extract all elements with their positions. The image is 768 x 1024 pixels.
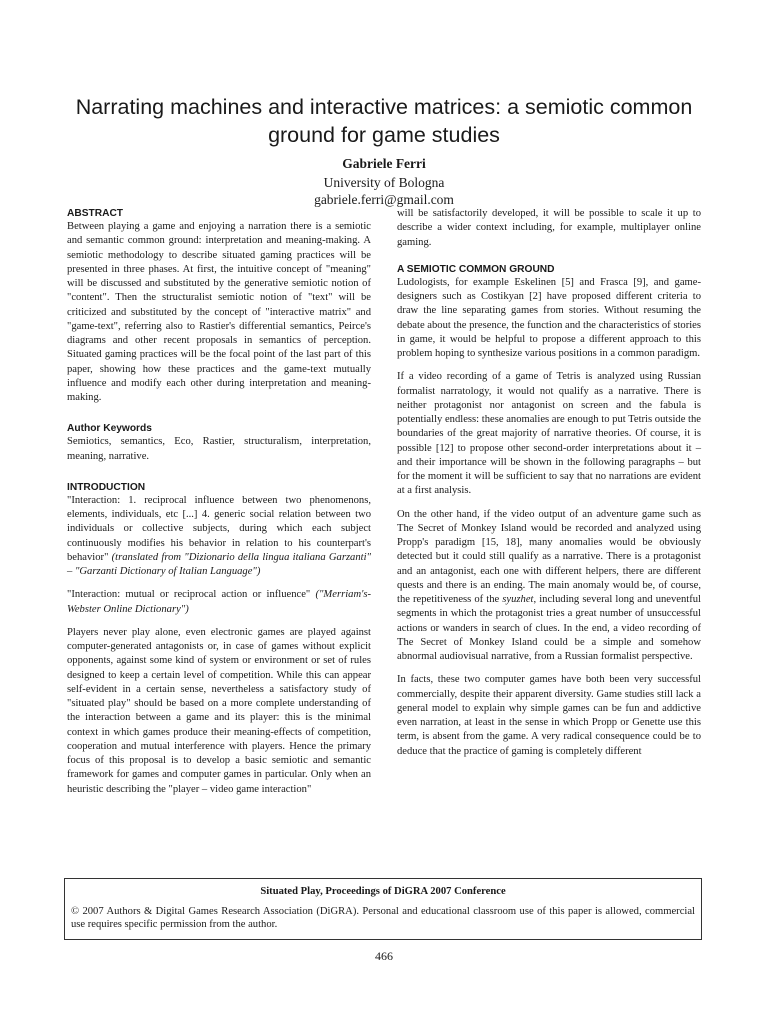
quote-merriam [67,588,371,617]
abstract-heading: ABSTRACT [67,208,124,219]
conference-name: Situated Play, Proceedings of DiGRA 2007 Conference [260,886,506,897]
copyright-notice: © 2007 Authors & Digital Games Research Association (DiGRA). Personal and educational classroom use of this paper is allowed, commercial use requires specific permission from the author. [71,905,695,930]
paper-title: Narrating machines and interactive matrices: a semiotic common ground for game studies [75,95,693,147]
left-column [67,207,371,806]
introduction-heading: INTRODUCTION [67,481,146,493]
intro-paragraph: Players never play alone, even electronic games are played against computer-generated antagonists or, in case of games without explicit opponents, against some kind of system or environment or set of rules designed to keep a certain level of competition. While this can appear self-evident in a certain sense, nevertheless a satisfactory study of "situated play" should be based on a more complete understanding of the interaction between a game and its player: this is the minimal context in which games produce their meaning-effects of competition, cooperation and mutual interference with players. Hence the primary focus of this proposal is to develop a basic semiotic and semantic framework for games and computer games in particular. Only when an heuristic describing the "player – video game interaction" [67,626,371,795]
monkey-island-paragraph [397,508,701,665]
tetris-paragraph: If a video recording of a game of Tetris is analyzed using Russian formalist narratology, it would not qualify as a narrative. There is neither protagonist nor antagonist on screen and the fabula is potentially endless: these anomalies are enough to put Tetris outside the boundaries of the great majority of narrative theories. Of course, it is possible [12] to propose other second-order interpretations about it – and their importance will be shown in the following paragraphs – but for the moment it will be sufficient to say that no narrations are evident at a first analysis. [397,371,701,497]
quote-garzanti [67,494,371,580]
monkey-island-text-a: On the other hand, if the video output of an adventure game such as The Secret of Monkey Island would be recorded and analyzed using Propp's paradigm [15, 18], many anomalies would be obviously detected but it could still qualify as a narrative. There is a protagonist and an antagonist, each one with different helpers, there are different quests and there is an ending. The main anomaly would be, of course, the repetitiveness of the [397,508,701,605]
author-email[interactable]: gabriele.ferri@gmail.com [314,192,454,207]
quote-merriam-text: "Interaction: mutual or reciprocal action or influence" [67,589,311,601]
quote-garzanti-source: (translated from "Dizionario della lingua italiana Garzanti" – "Garzanti Dictionary of Italian Language") [67,551,371,577]
keywords-text: Semiotics, semantics, Eco, Rastier, structuralism, interpretation, meaning, narrative. [67,436,371,462]
abstract-text: Between playing a game and enjoying a narration there is a semiotic and semantic common ground: interpretation and meaning-making. A semiotic methodology to describe situated gaming practices will be presented in three phases. At first, the intuitive concept of "meaning" will be discussed and substituted by the generative semiotic notion of "content". Then the structuralist semiotic notion of "text" will be criticized and substituted by the concept of "interactive matrix" and "game-text", referring also to Rastier's differential semantics, Peirce's diagrams and other recent proposals in semantics of perception. Situated gaming practices will be the focal point of the last part of this paper, showing how these practices and the game-text mutually influence and modify each other during interpretation and meaning-making. [67,221,371,403]
syuzhet-term: syuzhet [502,594,534,605]
semiotic-common-ground-heading: A SEMIOTIC COMMON GROUND [397,263,555,275]
monkey-island-text-b: , including several long and uneventful segments in which the protagonist tries a great number of unsuccessful actions or wanders in search of clues. In the end, a video recording of The Secret of Monkey Island could be a simple and somehow abnormal audiovisual narrative, from a Russian formalist perspective. [397,594,701,662]
ludologists-paragraph: Ludologists, for example Eskelinen [5] and Frasca [9], and game-designers such as Costikyan [2] have proposed different criteria to draw the line separating games from stories. Without resuming the debate about the presence, the function and the characteristics of stories in game, it would be helpful to propose a different approach to this problem hoping to synthesize various positions in a common paradigm. [397,276,701,359]
quote-garzanti-text: "Interaction: 1. reciprocal influence between two phenomenons, elements, individuals, etc [...] 4. generic social relation between two individuals or collective subjects, during which each subject continuously modifies his behavior in relation to his counterpart's behavior" [67,494,371,563]
commercial-success-paragraph: In facts, these two computer games have both been very successful commercially, despite their apparent diversity. Game studies still lack a general model to explain why simple games can be fun and addictive even narration, at least in the sense in which Propp or Genette use this term, is absent from the game. A very radical consequence could be to deduce that the practice of gaming is completely different [397,674,701,757]
author-name: Gabriele Ferri [342,156,426,171]
quote-merriam-source: ("Merriam's-Webster Online Dictionary") [67,589,372,615]
author-affiliation: University of Bologna [323,175,445,190]
keywords-heading: Author Keywords [67,423,152,435]
page-number: 466 [375,949,393,963]
right-column [397,207,701,768]
copyright-box [64,878,702,940]
continued-paragraph: will be satisfactorily developed, it will be possible to scale it up to describe a wider context including, for example, multiplayer online gaming. [397,208,701,248]
